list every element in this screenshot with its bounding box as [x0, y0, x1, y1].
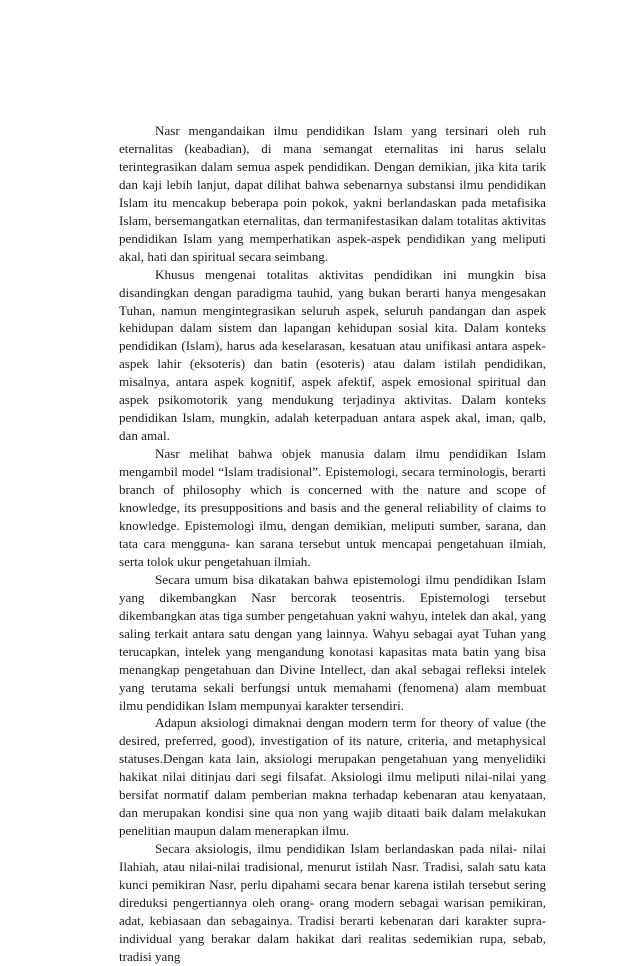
paragraph-3: Nasr melihat bahwa objek manusia dalam ilmu pendidikan Islam mengambil model “Islam tradisional”. Epistemologi, secara terminologis, berarti branch of philosophy which is concerned with the nature and scope of knowledge, its presuppositions and basis and the general reliability of claims to knowledge. Epistemologi ilmu, dengan demikian, meliputi sumber, sarana, dan tata cara mengguna- kan sarana tersebut untuk mencapai pengetahuan ilmiah, serta tolok ukur pengetahuan ilmiah. [119, 446, 546, 569]
paragraph-6: Secara aksiologis, ilmu pendidikan Islam berlandaskan pada nilai- nilai Ilahiah, atau nilai-nilai tradisional, menurut istilah Nasr. Tradisi, salah satu kata kunci pemikiran Nasr, perlu dipahami secara benar karena istilah tersebut sering direduksi pengertiannya oleh orang- orang modern sebagai warisan pemikiran, adat, kebiasaan dan sebagainya. Tradisi berarti kebenaran dari karakter supra-individual yang berakar dalam hakikat dari realitas sedemikian rupa, sebab, tradisi yang [119, 841, 546, 964]
paragraph-4: Secara umum bisa dikatakan bahwa epistemologi ilmu pendidikan Islam yang dikembangkan Nasr bercorak teosentris. Epistemologi tersebut dikembangkan atas tiga sumber pengetahuan yakni wahyu, intelek dan akal, yang saling terkait antara satu dengan yang lainnya. Wahyu sebagai ayat Tuhan yang terucapkan, intelek yang mengandung konotasi kapasitas mata batin yang bisa menangkap pengetahuan dan Divine Intellect, dan akal sebagai refleksi intelek yang terutama sekali berfungsi untuk memahami (fenomena) alam membuat ilmu pendidikan Islam mempunyai karakter tersendiri. [119, 571, 546, 713]
body-text [119, 122, 546, 966]
paragraph-5: Adapun aksiologi dimaknai dengan modern term for theory of value (the desired, preferred, good), investigation of its nature, criteria, and metaphysical statuses.Dengan kata lain, aksiologi merupakan pengetahuan yang menyelidiki hakikat nilai ditinjau dari segi filsafat. Aksiologi ilmu meliputi nilai-nilai yang bersifat normatif dalam pemberian makna terhadap kebenaran atau kenyataan, dan merupakan kondisi sine qua non yang wajib ditaati baik dalam melakukan penelitian maupun dalam menerapkan ilmu. [119, 715, 546, 839]
paragraph-1: Nasr mengandaikan ilmu pendidikan Islam yang tersinari oleh ruh eternalitas (keabadian), di mana semangat eternalitas ini harus selalu terintegrasikan dalam semua aspek pendidikan. Dengan demikian, jika kita tarik dan kaji lebih lanjut, dapat dilihat bahwa sebenarnya substansi ilmu pendidikan Islam itu mencakup beberapa poin pokok, yakni berlandaskan pada metafisika Islam, bersemangatkan eternalitas, dan termanifestasikan dalam totalitas aktivitas pendidikan Islam yang memperhatikan aspek-aspek pendidikan yang meliputi akal, hati dan spiritual secara seimbang. [119, 123, 546, 264]
paragraph-2: Khusus mengenai totalitas aktivitas pendidikan ini mungkin bisa disandingkan dengan paradigma tauhid, yang bukan berarti hanya mengesakan Tuhan, namun mengintegrasikan seluruh aspek, seluruh pandangan dan aspek kehidupan dalam sistem dan lapangan kehidupan sosial kita. Dalam konteks pendidikan (Islam), harus ada keselarasan, kesatuan atau unifikasi antara aspek-aspek lahir (eksoteris) dan batin (esoteris) atau dalam istilah pendidikan, misalnya, antara aspek kognitif, aspek afektif, aspek emosional spiritual dan aspek psikomotorik yang mendukung terjadinya aktivitas. Dalam konteks pendidikan Islam, mungkin, adalah keterpaduan antara aspek akal, iman, qalb, dan amal. [119, 266, 546, 444]
